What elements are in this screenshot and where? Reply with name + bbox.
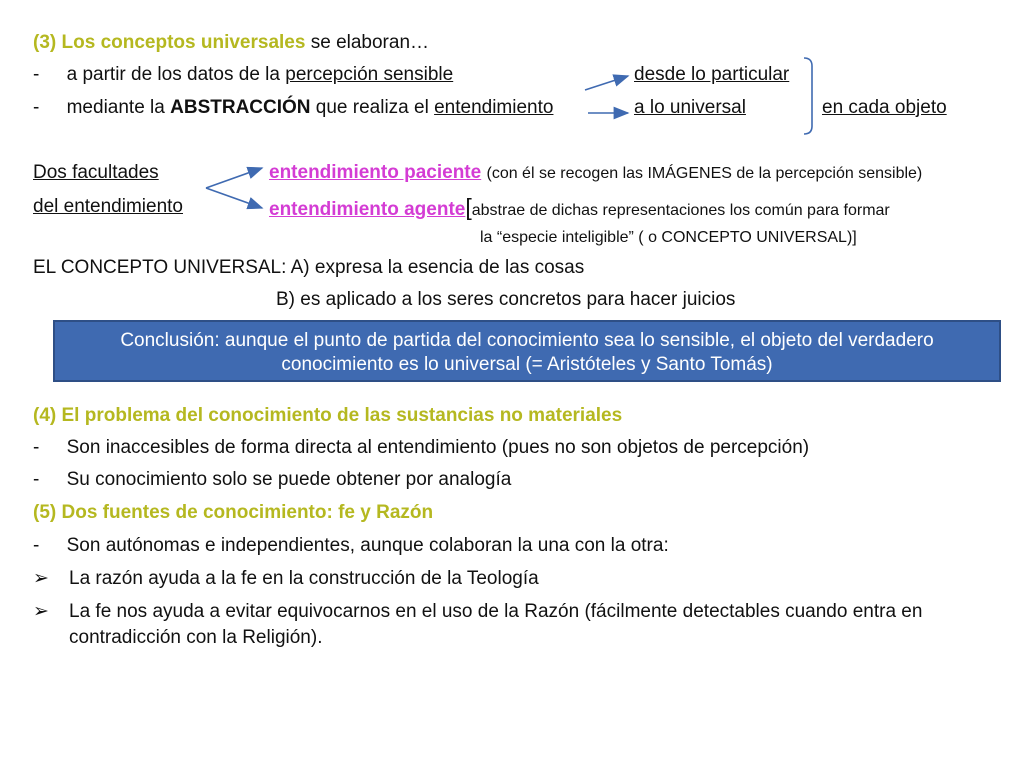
arrow-to-agente [206,188,262,208]
dos-facultades: Dos facultades [33,162,159,183]
section5-heading: (5) Dos fuentes de conocimiento: fe y Razón [33,502,434,523]
dash-bullet: - [33,437,40,458]
paciente-line: entendimiento paciente (con él se recogen las IMÁGENES de la percepción sensible) [269,162,923,183]
section3-item2: - mediante la ABSTRACCIÓN que realiza el entendimiento [33,97,554,118]
dash-bullet: - [33,64,40,85]
conclusion-line-1: Conclusión: aunque el punto de partida del conocimiento sea lo sensible, el objeto del verdadero [120,330,934,351]
section4-heading: (4) El problema del conocimiento de las sustancias no materiales [33,405,623,426]
desde-lo-particular: desde lo particular [634,64,790,85]
section3-heading: (3) Los conceptos universales se elaboran… [33,32,430,53]
section5-item3-line1: La fe nos ayuda a evitar equivocarnos en el uso de la Razón (fácilmente detectables cuando entra en [69,601,923,622]
bracket-brace [804,58,812,134]
section4-item2: - Su conocimiento solo se puede obtener por analogía [33,469,512,490]
conclusion-box [53,320,1001,382]
agente-line: entendimiento agente[abstrae de dichas representaciones los común para formar [269,194,890,220]
section4-item1: - Son inaccesibles de forma directa al entendimiento (pues no son objetos de percepción) [33,437,810,458]
arrow-bullet-icon: ➢ [33,601,49,622]
arrow-to-paciente [206,168,262,188]
en-cada-objeto: en cada objeto [822,97,947,118]
a-lo-universal: a lo universal [634,97,746,118]
conclusion-line-2: conocimiento es lo universal (= Aristóteles y Santo Tomás) [281,354,773,375]
dash-bullet: - [33,469,40,490]
section5-item1: - Son autónomas e independientes, aunque colaboran la una con la otra: [33,535,669,556]
arrow-to-particular [585,76,628,90]
section5-item3-line2: contradicción con la Religión). [69,627,323,648]
dash-bullet: - [33,535,40,556]
section3-item1: - a partir de los datos de la percepción sensible [33,64,454,85]
del-entendimiento: del entendimiento [33,196,183,217]
concepto-line-a: EL CONCEPTO UNIVERSAL: A) expresa la esencia de las cosas [33,257,585,278]
concepto-line-b: B) es aplicado a los seres concretos para hacer juicios [276,289,736,310]
arrow-bullet-icon: ➢ [33,568,49,589]
agente-note-2: la “especie inteligible” ( o CONCEPTO UNIVERSAL)] [480,229,857,246]
dash-bullet: - [33,97,40,118]
section5-item2: La razón ayuda a la fe en la construcción de la Teología [69,568,539,589]
